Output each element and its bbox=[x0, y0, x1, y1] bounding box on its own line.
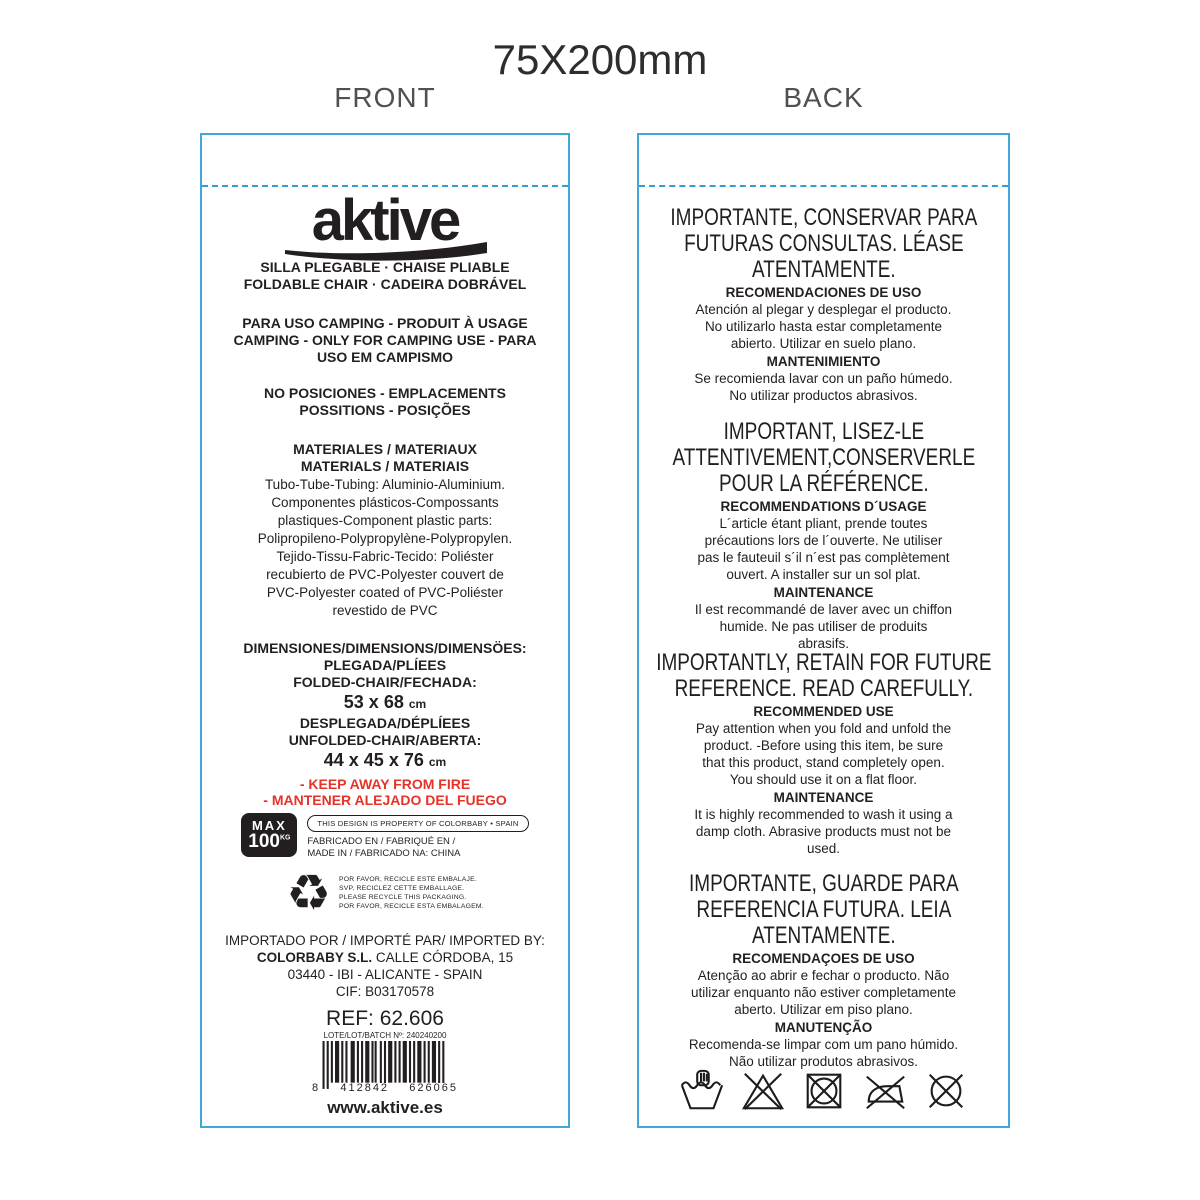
materials-body: Tubo-Tube-Tubing: Aluminio-Aluminium. Componentes plásticos-Compossants plastiques-Component plastic parts: Polipropileno-Polypropylène-Polypropylen. Tejido-Tissu-Fabric-Tecido: Poliéster recubierto de PVC-Polyester couvert de PVC-Polyester coated of PVC-Poliéster revestido de PVC bbox=[257, 477, 513, 618]
hand-wash-icon bbox=[678, 1068, 726, 1114]
do-not-tumble-dry-icon bbox=[800, 1068, 848, 1114]
french-use-body: L´article étant pliant, prende toutes précautions lors de l´ouverte. Ne utiliser pas le fauteuil s´il n´est pas complètement ouvert. A installer sur un sol plat. bbox=[697, 516, 950, 582]
back-panel bbox=[637, 133, 1010, 1128]
importer-cif: CIF: B03170578 bbox=[335, 984, 435, 999]
barcode-digits bbox=[310, 1083, 460, 1094]
french-maintenance-heading: MAINTENANCE bbox=[773, 585, 874, 600]
english-maintenance-heading: MAINTENANCE bbox=[773, 790, 874, 805]
barcode bbox=[210, 1041, 560, 1094]
recycle-text: POR FAVOR, RECICLE ESTE EMBALAJE. SVP, RECICLEZ CETTE EMBALLAGE. PLEASE RECYCLE THIS PACKAGING. POR FAVOR, RECICLE ESTA EMBALAGEM. bbox=[339, 876, 484, 910]
brand-wordmark: aktive bbox=[311, 188, 459, 253]
english-header: IMPORTANTLY, RETAIN FOR FUTURE REFERENCE. READ CAREFULLY. bbox=[655, 649, 992, 702]
portuguese-use-body: Atenção ao abrir e fechar o producto. Não utilizar enquanto não estiver completamente aberto. Utilizar em piso plano. bbox=[691, 968, 956, 1017]
importer-name-address bbox=[210, 949, 560, 966]
barcode-group-1: 412842 bbox=[340, 1082, 390, 1094]
barcode-group-2: 626065 bbox=[409, 1082, 458, 1094]
materials-heading: MATERIALES / MATERIAUX MATERIALS / MATERIAIS bbox=[293, 441, 477, 474]
french-use-heading: RECOMMENDATIONS D´USAGE bbox=[720, 499, 927, 514]
recycle-row bbox=[210, 865, 560, 921]
section-english bbox=[649, 650, 998, 857]
max-weight-badge bbox=[241, 813, 297, 857]
section-french bbox=[649, 419, 998, 652]
fire-warning: - KEEP AWAY FROM FIRE - MANTENER ALEJADO DEL FUEGO bbox=[263, 776, 507, 808]
unfolded-dimensions bbox=[210, 749, 560, 773]
back-label: BACK bbox=[783, 82, 864, 113]
recycle-icon: ♻ bbox=[286, 865, 332, 921]
english-maintenance-body: It is highly recommended to wash it using a damp cloth. Abrasive products must not be used. bbox=[694, 807, 953, 856]
portuguese-use-heading: RECOMENDAÇOES DE USO bbox=[732, 951, 915, 966]
do-not-iron-icon bbox=[861, 1068, 909, 1114]
importer-city: 03440 - IBI - ALICANTE - SPAIN bbox=[287, 967, 483, 982]
unfolded-value: 44 x 45 x 76 bbox=[323, 750, 424, 770]
front-panel bbox=[200, 133, 570, 1128]
barcode-lead-digit: 8 bbox=[312, 1082, 321, 1094]
folded-dimensions bbox=[210, 691, 560, 715]
care-symbols-row bbox=[649, 1068, 998, 1114]
section-spanish bbox=[649, 205, 998, 404]
portuguese-header: IMPORTANTE, GUARDE PARA REFERENCIA FUTURA. LEIA ATENTAMENTE. bbox=[688, 870, 959, 949]
max-value: $100^{KG}$ bbox=[248, 831, 291, 852]
unfolded-label-1: DESPLEGADA/DÉPLÍEES bbox=[299, 715, 471, 731]
english-use-body: Pay attention when you fold and unfold the product. -Before using this item, be sure that this product, stand completely open. You should use it on a flat floor. bbox=[695, 721, 952, 787]
dimensions-block bbox=[210, 640, 560, 773]
importer-block bbox=[210, 932, 560, 1000]
design-property-pill: THIS DESIGN IS PROPERTY OF COLORBABY • SPAIN bbox=[307, 815, 528, 832]
positions-text: NO POSICIONES - EMPLACEMENTS POSSITIONS - POSIÇÕES bbox=[264, 385, 506, 418]
english-use-heading: RECOMMENDED USE bbox=[753, 704, 894, 719]
batch-number: LOTE/LOT/BATCH Nº: 240240200 bbox=[323, 1031, 447, 1040]
spanish-maintenance-heading: MANTENIMIENTO bbox=[766, 354, 881, 369]
usage-text: PARA USO CAMPING - PRODUIT À USAGE CAMPING - ONLY FOR CAMPING USE - PARA USO EM CAMPISMO bbox=[233, 315, 537, 365]
do-not-dry-clean-icon bbox=[922, 1068, 970, 1114]
do-not-bleach-icon bbox=[739, 1068, 787, 1114]
dimensions-heading: DIMENSIONES/DIMENSIONS/DIMENSÖES: bbox=[243, 640, 527, 656]
max-label: MAX bbox=[251, 818, 287, 833]
spanish-use-heading: RECOMENDACIONES DE USO bbox=[725, 285, 922, 300]
fold-line bbox=[639, 185, 1008, 187]
spanish-use-body: Atención al plegar y desplegar el producto. No utilizarlo hasta estar completamente abierto. Utilizar en suelo plano. bbox=[695, 302, 952, 351]
compliance-row bbox=[210, 813, 560, 860]
folded-label-2: FOLDED-CHAIR/FECHADA: bbox=[293, 674, 477, 690]
section-portuguese bbox=[649, 871, 998, 1070]
portuguese-maintenance-heading: MANUTENÇÃO bbox=[774, 1020, 873, 1035]
importer-name: COLORBABY S.L. bbox=[256, 950, 373, 965]
unfolded-label-2: UNFOLDED-CHAIR/ABERTA: bbox=[288, 732, 482, 748]
folded-label-1: PLEGADA/PLÍEES bbox=[323, 657, 447, 673]
spanish-maintenance-body: Se recomienda lavar con un paño húmedo. No utilizar productos abrasivos. bbox=[694, 371, 953, 403]
portuguese-maintenance-body: Recomenda-se limpar com um pano húmido. Não utilizar produtos abrasivos. bbox=[688, 1037, 959, 1069]
importer-heading: IMPORTADO POR / IMPORTÉ PAR/ IMPORTED BY: bbox=[225, 933, 545, 948]
importer-address: CALLE CÓRDOBA, 15 bbox=[372, 950, 514, 965]
french-maintenance-body: Il est recommandé de laver avec un chiffon humide. Ne pas utiliser de produits abrasifs. bbox=[694, 602, 953, 651]
made-in-text: FABRICADO EN / FABRIQUÉ EN / MADE IN / FABRICADO NA: CHINA bbox=[307, 836, 461, 859]
brand-logo bbox=[210, 188, 560, 261]
french-header: IMPORTANT, LISEZ-LE ATTENTIVEMENT,CONSERVERLE POUR LA RÉFÉRENCE. bbox=[672, 418, 975, 497]
reference-number: REF: 62.606 bbox=[326, 1007, 444, 1030]
product-title: SILLA PLEGABLE · CHAISE PLIABLE FOLDABLE CHAIR · CADEIRA DOBRÁVEL bbox=[243, 259, 527, 292]
fold-line bbox=[202, 185, 568, 187]
folded-value: 53 x 68 bbox=[343, 692, 404, 712]
website-url: www.aktive.es bbox=[327, 1098, 443, 1117]
folded-unit: cm bbox=[408, 697, 427, 711]
page-title: 75X200mm bbox=[492, 36, 708, 83]
unfolded-unit: cm bbox=[428, 755, 447, 769]
front-label: FRONT bbox=[334, 82, 436, 113]
spanish-header: IMPORTANTE, CONSERVAR PARA FUTURAS CONSULTAS. LÉASE ATENTAMENTE. bbox=[670, 204, 977, 283]
